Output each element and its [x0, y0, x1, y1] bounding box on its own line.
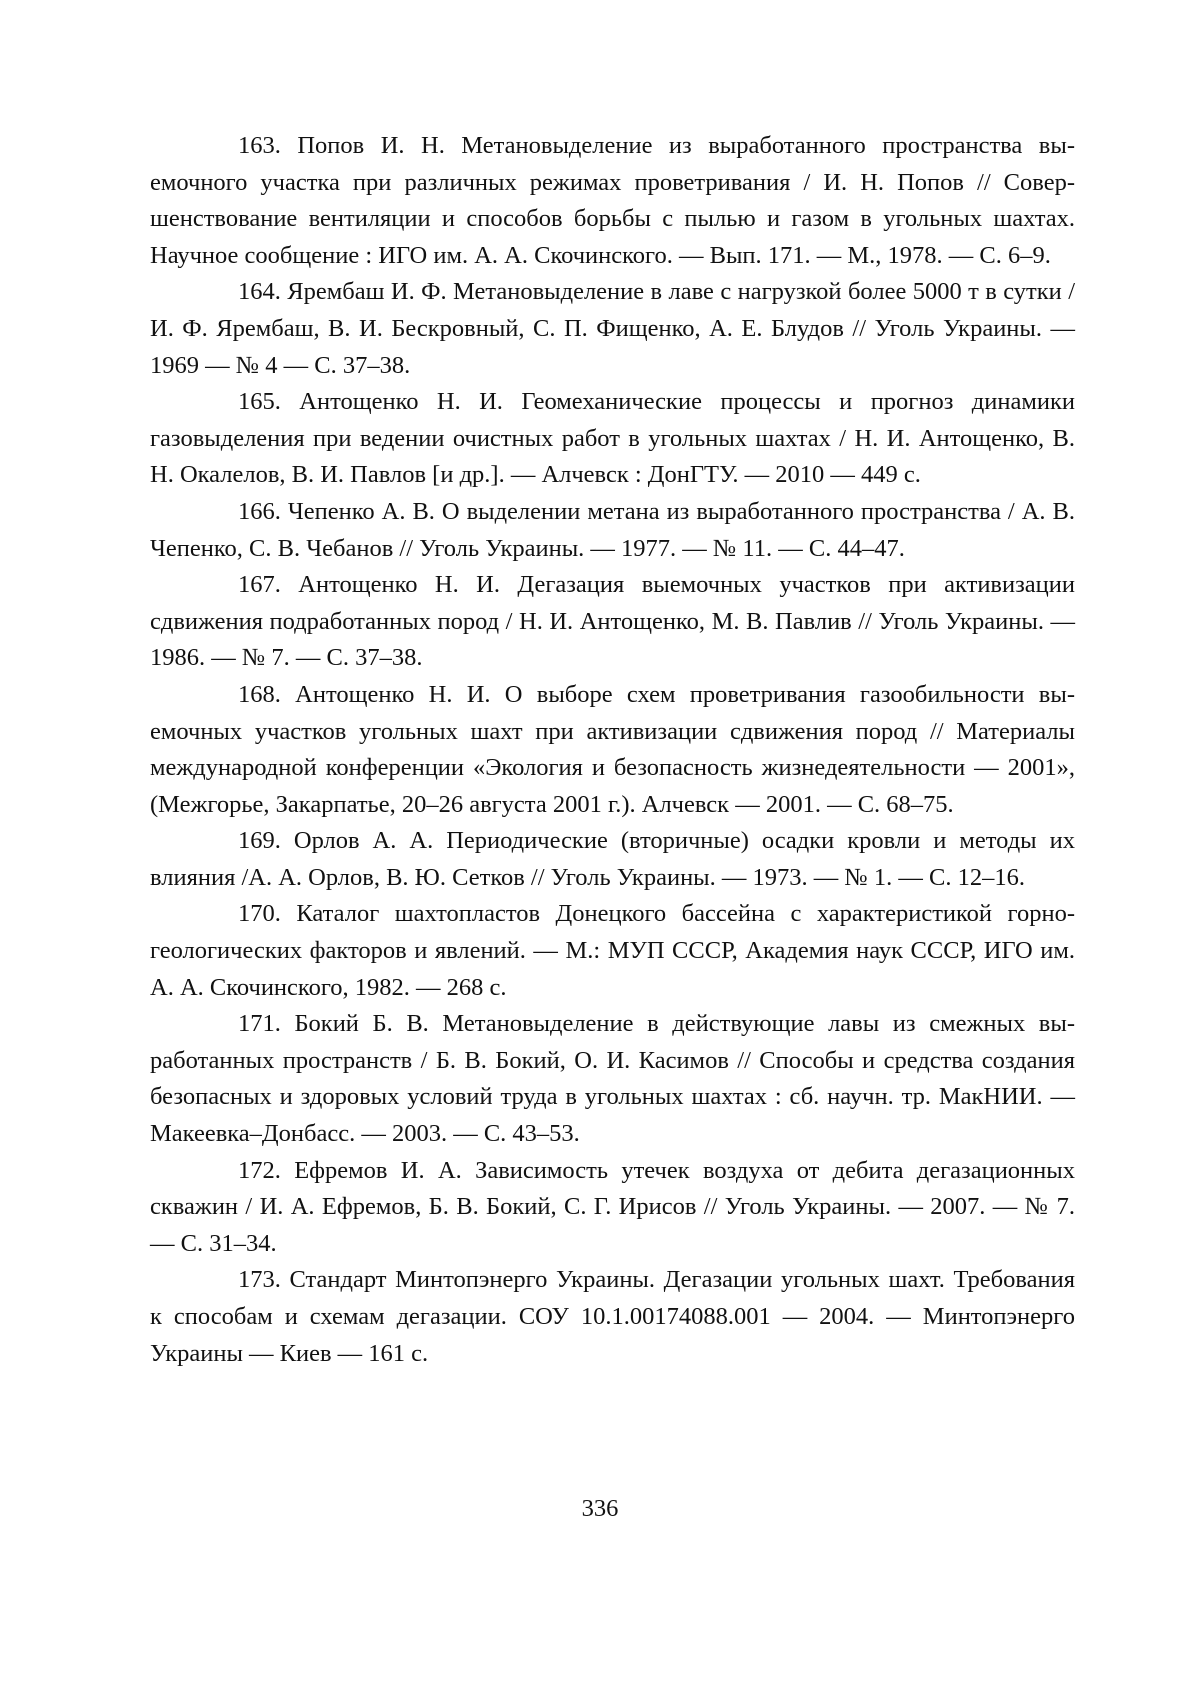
page-number: 336: [581, 1495, 619, 1522]
reference-168: 168. Антощенко Н. И. О выборе схем проветривания газообильности выемочных участков угольных шахт при активизации сдвижения пород // Материалы международной конференции «Экология и безопасность жизнедеятельности — 2001», (Межгорье, Закарпатье, 20–26 августа 2001 г.). Алчевск — 2001. — С. 68–75.: [150, 680, 1075, 818]
reference-165: 165. Антощенко Н. И. Геомеханические процессы и прогноз динамики газовыделения при ведении очистных работ в угольных шахтах / Н. И. Антощенко, В. Н. Окалелов, В. И. Павлов [и др.]. — Алчевск : ДонГТУ. — 2010 — 449 с.: [150, 388, 1075, 489]
reference-169: 169. Орлов А. А. Периодические (вторичные) осадки кровли и методы их влияния /А. А. Орлов, В. Ю. Сетков // Уголь Украины. — 1973. — № 1. — С. 12–16.: [150, 827, 1075, 891]
reference-172: 172. Ефремов И. А. Зависимость утечек воздуха от дебита дегазационных скважин / И. А. Ефремов, Б. В. Бокий, С. Г. Ирисов // Уголь Украины. — 2007. — № 7. — С. 31–34.: [150, 1156, 1075, 1257]
reference-163: 163. Попов И. Н. Метановыделение из выработанного пространства выемочного участка при различных режимах проветривания / И. Н. Попов // Совершенствование вентиляции и способов борьбы с пылью и газом в угольных шахтах. Научное сообщение : ИГО им. А. А. Скочинского. — Вып. 171. — М., 1978. — С. 6–9.: [150, 132, 1075, 269]
reference-list: [150, 128, 1075, 1372]
reference-164: 164. Ярембаш И. Ф. Метановыделение в лаве с нагрузкой более 5000 т в сутки / И. Ф. Ярембаш, В. И. Бескровный, С. П. Фищенко, А. Е. Блудов // Уголь Украины. — 1969 — № 4 — С. 37–38.: [150, 278, 1075, 379]
reference-166: 166. Чепенко А. В. О выделении метана из выработанного пространства / А. В. Чепенко, С. В. Чебанов // Уголь Украины. — 1977. — № 11. — С. 44–47.: [150, 497, 1075, 562]
reference-173: 173. Стандарт Минтопэнерго Украины. Дегазации угольных шахт. Требования к способам и схемам дегазации. СОУ 10.1.00174088.001 — 2004. — Минтопэнерго Украины — Киев — 161 с.: [150, 1266, 1075, 1367]
reference-170: 170. Каталог шахтопластов Донецкого бассейна с характеристикой горно-геологических факторов и явлений. — М.: МУП СССР, Академия наук СССР, ИГО им. А. А. Скочинского, 1982. — 268 с.: [150, 900, 1075, 1001]
reference-171: 171. Бокий Б. В. Метановыделение в действующие лавы из смежных выработанных пространств / Б. В. Бокий, О. И. Касимов // Способы и средства создания безопасных и здоровых условий труда в угольных шахтах : сб. научн. тр. МакНИИ. — Макеевка–Донбасс. — 2003. — С. 43–53.: [150, 1010, 1075, 1148]
reference-167: 167. Антощенко Н. И. Дегазация выемочных участков при активизации сдвижения подработанных пород / Н. И. Антощенко, М. В. Павлив // Уголь Украины. — 1986. — № 7. — С. 37–38.: [150, 571, 1075, 672]
